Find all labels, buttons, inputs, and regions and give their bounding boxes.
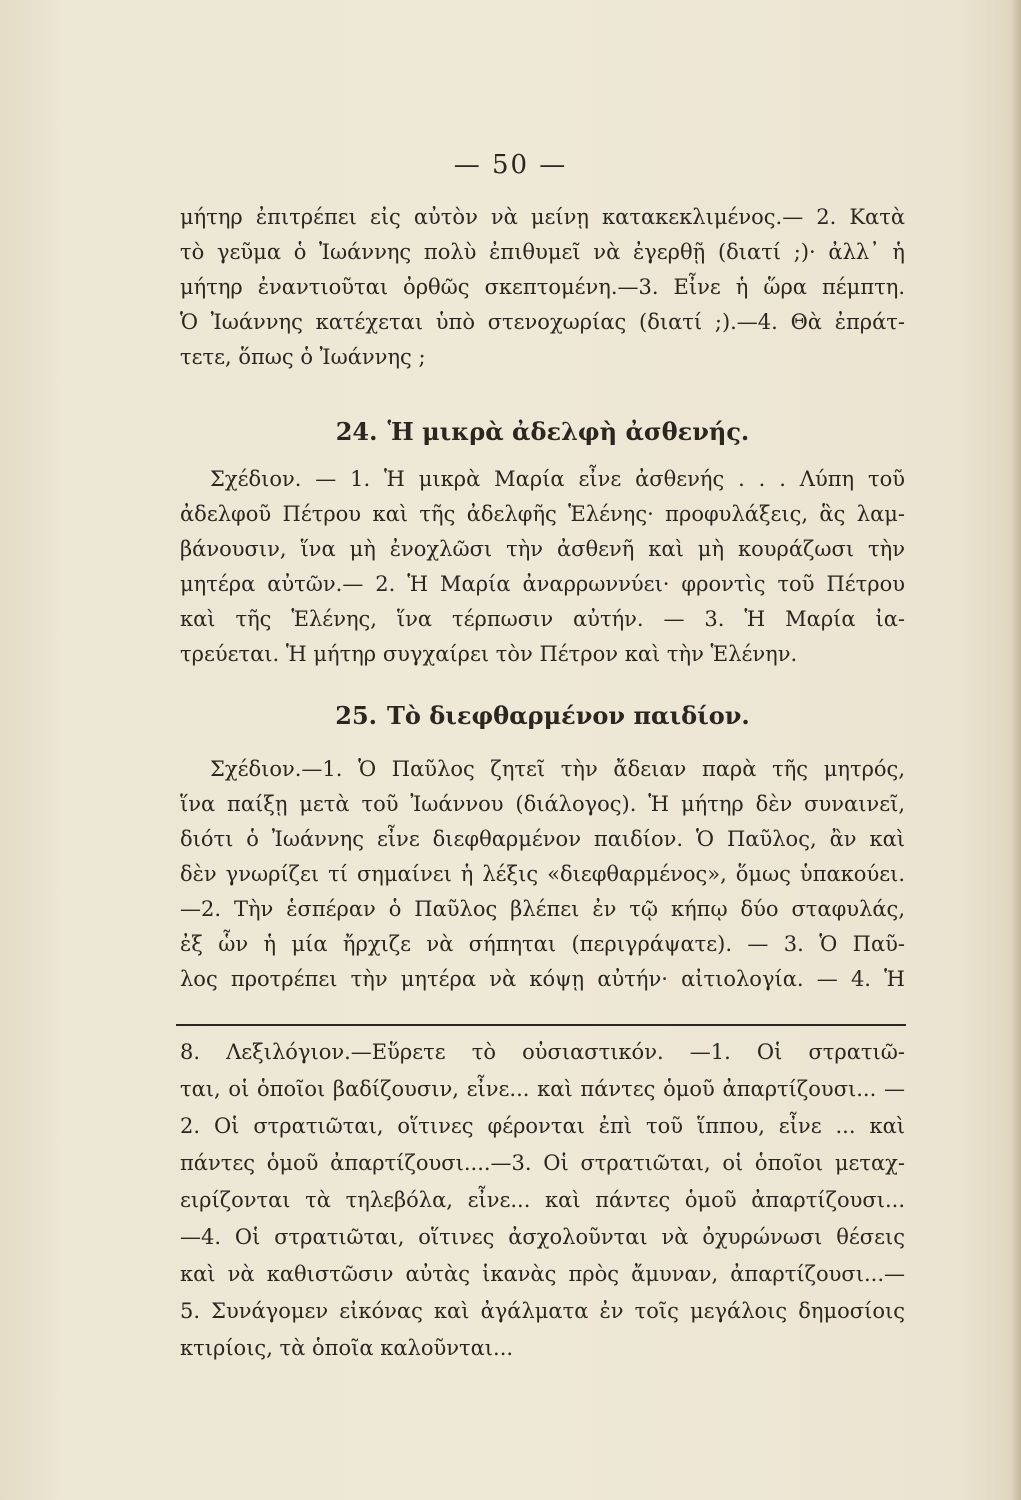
section-title: Τὸ διεφθαρμένον παιδίον.: [387, 701, 750, 730]
section-title: Ἡ μικρὰ ἀδελφὴ ἀσθενής.: [387, 417, 750, 446]
footnote: [180, 1034, 905, 1367]
text-line: τὸ γεῦμα ὁ Ἰωάννης πολὺ ἐπιθυμεῖ νὰ ἐγερθῇ (διατί ;)· ἀλλ᾿ ἡ: [180, 240, 905, 264]
text-line: Σχέδιον. — 1. Ἡ μικρὰ Μαρία εἶνε ἀσθενής . . . Λύπη τοῦ: [210, 467, 905, 491]
page-number: — 50 —: [453, 150, 568, 180]
footnote-line: ται, οἱ ὁποῖοι βαδίζουσιν, εἶνε... καὶ πάντες ὁμοῦ ἀπαρτίζουσι... —: [180, 1077, 905, 1101]
section-25: [180, 696, 905, 736]
text-line: δὲν γνωρίζει τί σημαίνει ἡ λέξις «διεφθαρμένος», ὅμως ὑπακούει.: [180, 862, 905, 886]
text-line: τετε, ὅπως ὁ Ἰωάννης ;: [180, 345, 426, 369]
section-24-body: [180, 462, 905, 672]
section-heading: [180, 696, 905, 736]
text-line: ἐξ ὧν ἡ μία ἤρχιζε νὰ σήπηται (περιγράψατε). — 3. Ὁ Παῦ-: [180, 932, 905, 956]
text-line: λος προτρέπει τὴν μητέρα νὰ κόψῃ αὐτήν· αἰτιολογία. — 4. Ἡ: [180, 967, 905, 991]
section-number: 24.: [335, 417, 378, 446]
footnote-line: πάντες ὁμοῦ ἀπαρτίζουσι....—3. Οἱ στρατιῶται, οἱ ὁποῖοι μεταχ-: [180, 1151, 905, 1175]
text-line: βάνουσιν, ἵνα μὴ ἐνοχλῶσι τὴν ἀσθενῆ καὶ μὴ κουράζωσι τὴν: [180, 537, 905, 561]
paragraph-continuation: [180, 200, 905, 375]
footnote-line: καὶ νὰ καθιστῶσιν αὐτὰς ἱκανὰς πρὸς ἄμυναν, ἀπαρτίζουσι...—: [180, 1262, 905, 1286]
text-line: —2. Τὴν ἑσπέραν ὁ Παῦλος βλέπει ἐν τῷ κήπῳ δύο σταφυλάς,: [180, 897, 905, 921]
section-25-body: [180, 752, 905, 997]
footnote-line: 8. Λεξιλόγιον.—Εὕρετε τὸ οὐσιαστικόν. —1. Οἱ στρατιῶ-: [180, 1040, 905, 1064]
page-edge-shadow: [1011, 0, 1021, 1500]
text-line: μήτηρ ἐπιτρέπει εἰς αὐτὸν νὰ μείνῃ κατακεκλιμένος.— 2. Κατὰ: [180, 205, 905, 229]
text-line: ἀδελφοῦ Πέτρου καὶ τῆς ἀδελφῆς Ἑλένης· προφυλάξεις, ἃς λαμ-: [180, 502, 905, 526]
text-line: ἵνα παίξῃ μετὰ τοῦ Ἰωάννου (διάλογος). Ἡ μήτηρ δὲν συναινεῖ,: [180, 792, 905, 816]
section-number: 25.: [335, 701, 378, 730]
footnote-line: 5. Συνάγομεν εἰκόνας καὶ ἀγάλματα ἐν τοῖς μεγάλοις δημοσίοις: [180, 1299, 905, 1323]
text-line: τρεύεται. Ἡ μήτηρ συγχαίρει τὸν Πέτρον καὶ τὴν Ἑλένην.: [180, 642, 798, 666]
text-line: Ὁ Ἰωάννης κατέχεται ὑπὸ στενοχωρίας (διατί ;).—4. Θὰ ἐπράτ-: [180, 310, 905, 334]
text-line: μήτηρ ἐναντιοῦται ὀρθῶς σκεπτομένη.—3. Εἶνε ἡ ὥρα πέμπτη.: [180, 275, 905, 299]
text-line: Σχέδιον.—1. Ὁ Παῦλος ζητεῖ τὴν ἄδειαν παρὰ τῆς μητρός,: [210, 757, 905, 781]
text-line: καὶ τῆς Ἑλένης, ἵνα τέρπωσιν αὐτήν. — 3. Ἡ Μαρία ἰα-: [180, 607, 905, 631]
footnote-divider: [176, 1024, 906, 1026]
text-line: μητέρα αὐτῶν.— 2. Ἡ Μαρία ἀναρρωννύει· φροντὶς τοῦ Πέτρου: [180, 572, 905, 596]
footnote-line: —4. Οἱ στρατιῶται, οἵτινες ἀσχολοῦνται νὰ ὀχυρώνωσι θέσεις: [180, 1225, 905, 1249]
section-24: [180, 412, 905, 452]
section-heading: [180, 412, 905, 452]
footnote-line: ειρίζονται τὰ τηλεβόλα, εἶνε... καὶ πάντες ὁμοῦ ἀπαρτίζουσι...: [180, 1188, 905, 1212]
text-line: διότι ὁ Ἰωάννης εἶνε διεφθαρμένον παιδίον. Ὁ Παῦλος, ἂν καὶ: [180, 827, 905, 851]
footnote-line: κτιρίοις, τὰ ὁποῖα καλοῦνται...: [180, 1336, 514, 1360]
footnote-line: 2. Οἱ στρατιῶται, οἵτινες φέρονται ἐπὶ τοῦ ἵππου, εἶνε ... καὶ: [180, 1114, 905, 1138]
